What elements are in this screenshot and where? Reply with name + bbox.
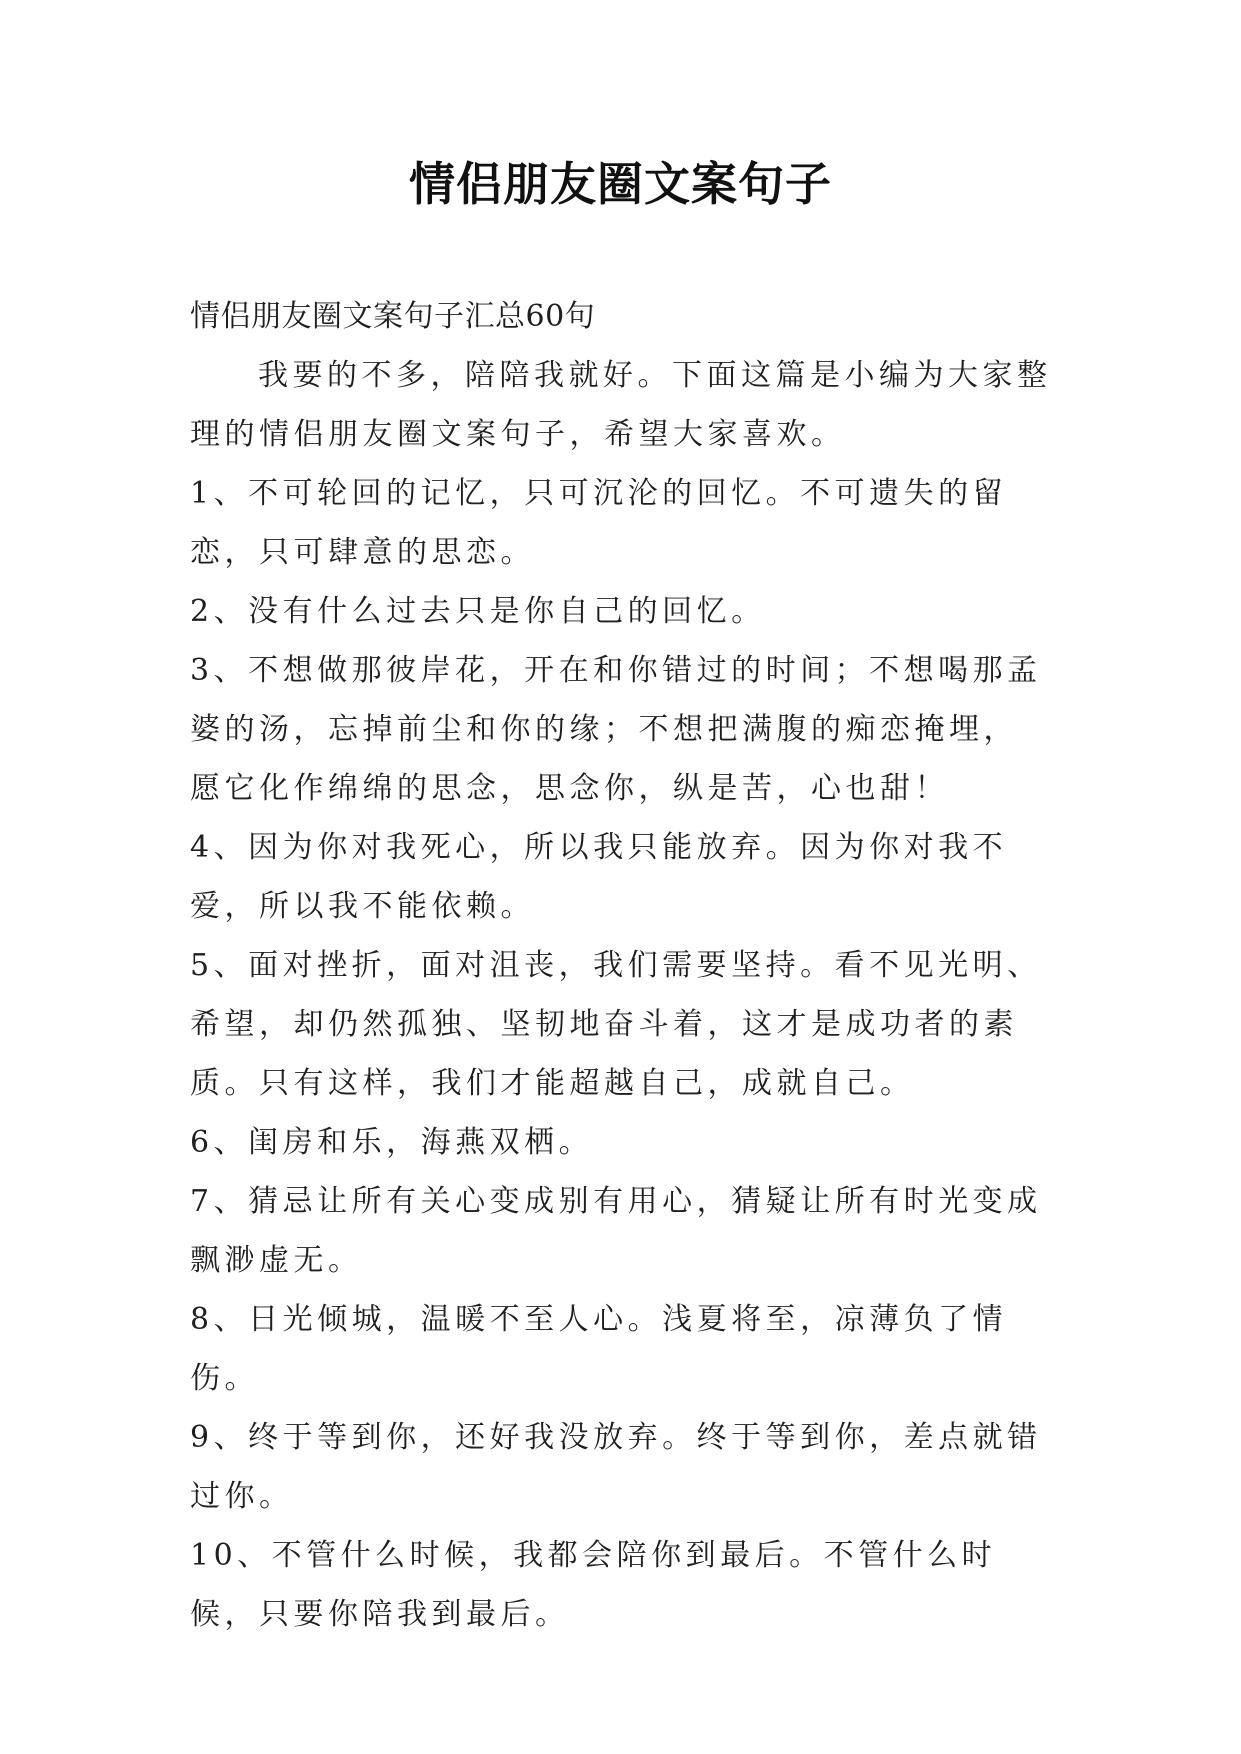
list-item: 7、猜忌让所有关心变成别有用心，猜疑让所有时光变成飘渺虚无。: [190, 1184, 1042, 1278]
list-item: 5、面对挫折，面对沮丧，我们需要坚持。看不见光明、希望，却仍然孤独、坚韧地奋斗着，这才是成功者的素质。只有这样，我们才能超越自己，成就自己。: [190, 948, 1042, 1101]
list-item: 6、闺房和乐，海燕双栖。: [190, 1125, 594, 1160]
list-item: 2、没有什么过去只是你自己的回忆。: [190, 594, 766, 629]
document-subtitle: 情侣朋友圈文案句子汇总60句: [190, 299, 596, 334]
list-item: 1、不可轮回的记忆，只可沉沦的回忆。不可遗失的留恋，只可肆意的思恋。: [190, 476, 1008, 570]
document-title: 情侣朋友圈文案句子: [409, 157, 832, 211]
intro-paragraph: 我要的不多，陪陪我就好。下面这篇是小编为大家整理的情侣朋友圈文案句子，希望大家喜欢。: [190, 358, 1052, 452]
list-item: 9、终于等到你，还好我没放弃。终于等到你，差点就错过你。: [190, 1420, 1042, 1514]
list-item: 8、日光倾城，温暖不至人心。浅夏将至，凉薄负了情伤。: [190, 1302, 1008, 1396]
list-item: 10、不管什么时候，我都会陪你到最后。不管什么时候，只要你陪我到最后。: [190, 1538, 997, 1632]
document-body: [190, 287, 1052, 1644]
list-item: 4、因为你对我死心，所以我只能放弃。因为你对我不爱，所以我不能依赖。: [190, 830, 1008, 924]
list-item: 3、不想做那彼岸花，开在和你错过的时间；不想喝那孟婆的汤，忘掉前尘和你的缘；不想把满腹的痴恋掩埋，愿它化作绵绵的思念，思念你，纵是苦，心也甜！: [190, 653, 1042, 806]
